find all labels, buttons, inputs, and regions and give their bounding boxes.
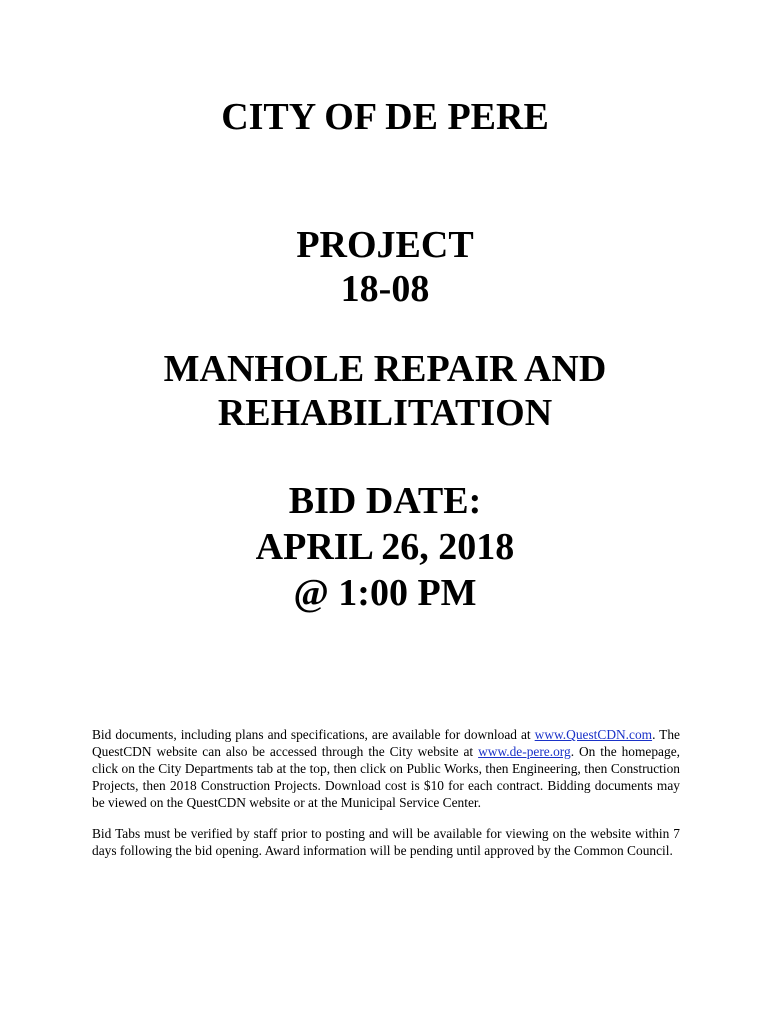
bid-time: @ 1:00 PM <box>293 572 477 614</box>
paragraph-text: Bid documents, including plans and specifications, are available for download at <box>92 727 535 742</box>
city-title: CITY OF DE PERE <box>221 96 549 138</box>
paragraph-text: . The QuestCDN website can also be accessed through the City website at <box>92 727 680 759</box>
city-website-link[interactable]: www.de-pere.org <box>478 744 571 759</box>
bid-documents-paragraph <box>92 726 680 811</box>
project-name-line2: REHABILITATION <box>217 392 553 434</box>
project-number: 18-08 <box>340 268 430 310</box>
bid-date: APRIL 26, 2018 <box>255 526 515 568</box>
project-name-line1: MANHOLE REPAIR AND <box>163 348 607 390</box>
bid-date-label: BID DATE: <box>288 480 482 522</box>
project-label: PROJECT <box>296 224 474 266</box>
questcdn-link[interactable]: www.QuestCDN.com <box>534 727 653 742</box>
bid-tabs-paragraph: Bid Tabs must be verified by staff prior to posting and will be available for viewing on the website within 7 days following the bid opening. Award information will be pending until approved by the Common Council. <box>92 826 680 858</box>
paragraph-text: . On the homepage, click on the City Departments tab at the top, then click on Public Works, then Engineering, then Construction Projects, then 2018 Construction Projects. Download cost is $10 for each contract. Bidding documents may be viewed on the QuestCDN website or at the Municipal Service Center. <box>92 744 680 810</box>
